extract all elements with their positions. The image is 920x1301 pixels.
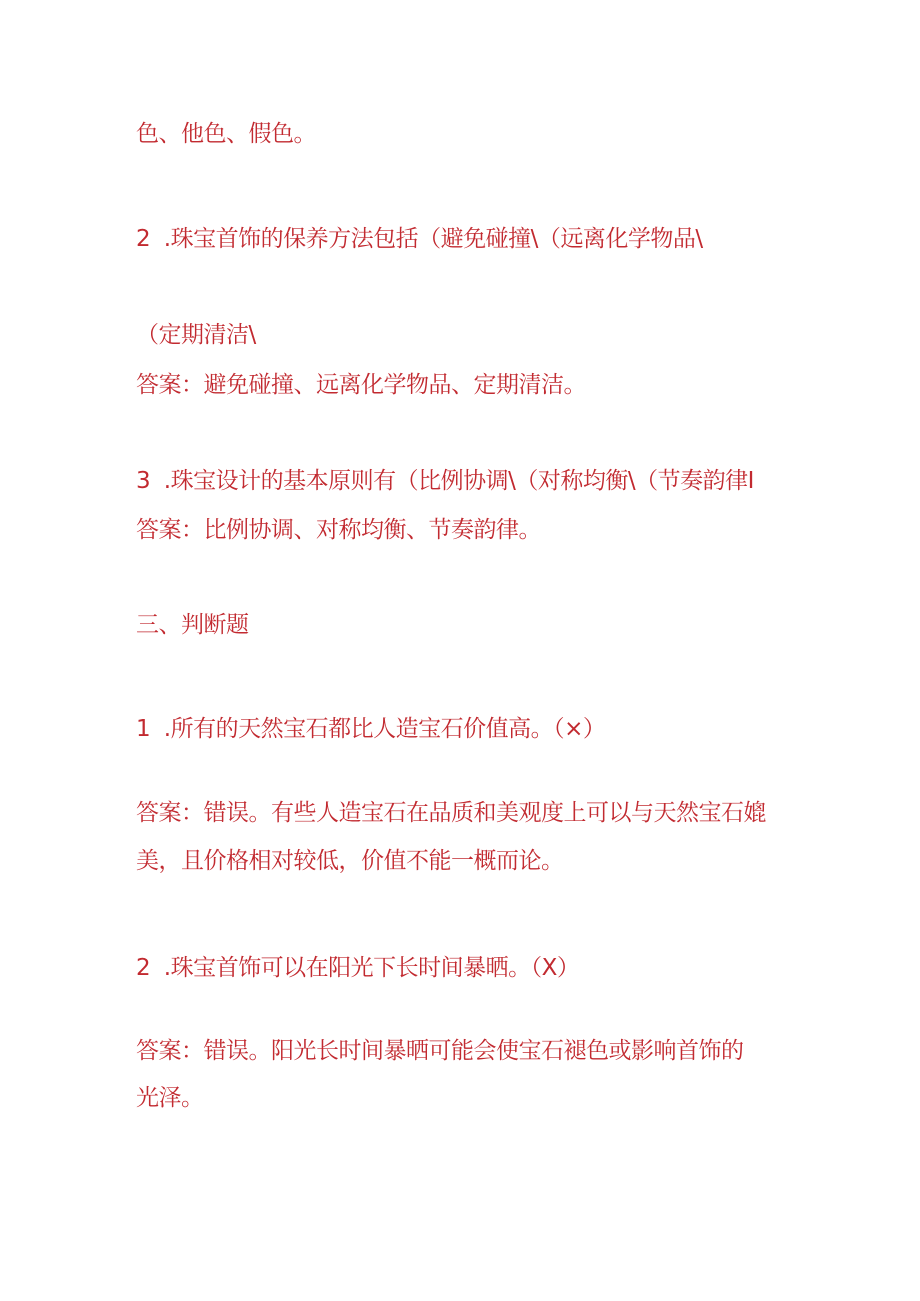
fill-question-3: 3 .珠宝设计的基本原则有（比例协调\（对称均衡\（节奏韵律I: [136, 468, 754, 494]
fill-question-2: 2 .珠宝首饰的保养方法包括（避免碰撞\（远离化学物品\: [136, 226, 703, 252]
tf-answer-1-line-2: 美，且价格相对较低，价值不能一概而论。: [136, 848, 564, 874]
tf-answer-2-line-2: 光泽。: [136, 1085, 204, 1111]
fill-question-2-continuation: （定期清洁\: [136, 322, 256, 348]
section-heading-true-false: 三、判断题: [136, 612, 249, 638]
tf-question-1: 1 .所有的天然宝石都比人造宝石价值高。（×）: [136, 716, 606, 742]
fill-answer-2: 答案：避免碰撞、远离化学物品、定期清洁。: [136, 372, 586, 398]
answer-continuation-line: 色、他色、假色。: [136, 121, 316, 147]
tf-answer-2-line-1: 答案：错误。阳光长时间暴晒可能会使宝石褪色或影响首饰的: [136, 1038, 744, 1064]
tf-answer-1-line-1: 答案：错误。有些人造宝石在品质和美观度上可以与天然宝石媲: [136, 800, 766, 826]
fill-answer-3: 答案：比例协调、对称均衡、节奏韵律。: [136, 517, 541, 543]
tf-question-2: 2 .珠宝首饰可以在阳光下长时间暴晒。（X）: [136, 955, 580, 981]
